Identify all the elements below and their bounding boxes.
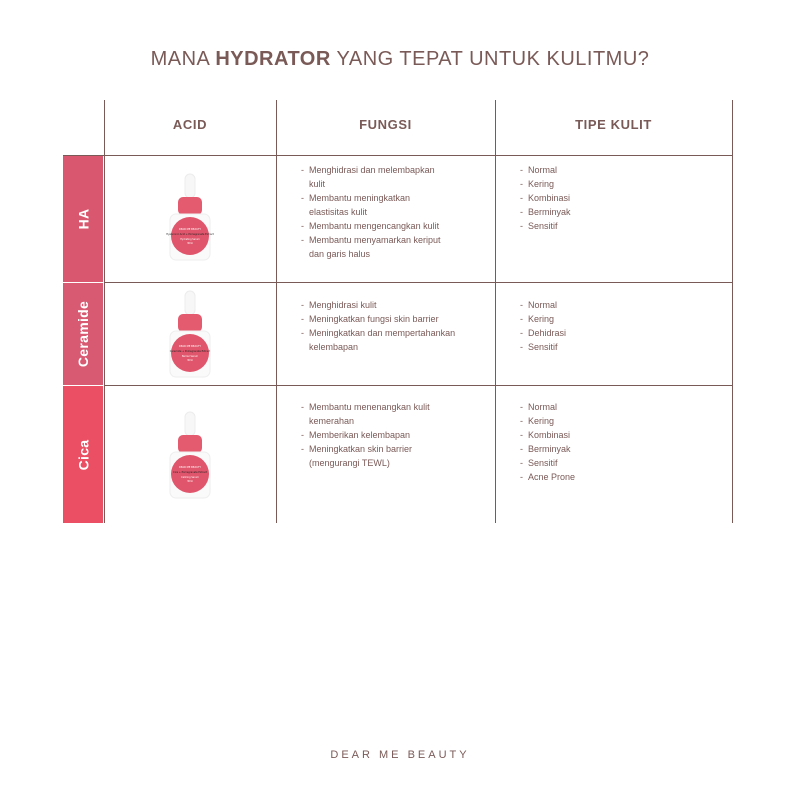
list-item: - Dehidrasi bbox=[520, 326, 700, 340]
bottle-volume-text: 30ml bbox=[187, 242, 193, 245]
list-item: - Berminyak bbox=[520, 442, 700, 456]
bottle-product-text: Calming Serum bbox=[181, 476, 199, 479]
grid-line bbox=[104, 282, 733, 283]
list-item: - Acne Prone bbox=[520, 470, 700, 484]
grid-line bbox=[276, 100, 277, 523]
list-item: - Kering bbox=[520, 414, 700, 428]
row-label-cica bbox=[63, 386, 103, 523]
bottle-volume-text: 30ml bbox=[187, 359, 193, 362]
row-label-ha bbox=[63, 156, 103, 282]
list-item: - Normal bbox=[520, 298, 700, 312]
list-item: - Meningkatkan dan mempertahankan kelembapan bbox=[301, 326, 481, 354]
title-bold: HYDRATOR bbox=[215, 48, 331, 70]
list-item: - Memberikan kelembapan bbox=[301, 428, 441, 442]
serum-bottle-image bbox=[158, 287, 222, 381]
fungsi-list-cica bbox=[301, 400, 441, 470]
row-label-text: HA bbox=[74, 208, 91, 230]
row-label-text: Ceramide bbox=[75, 300, 91, 368]
list-item: - Menghidrasi dan melembapkan kulit bbox=[301, 163, 451, 191]
brand-footer: DEAR ME BEAUTY bbox=[330, 749, 470, 761]
list-item: - Kombinasi bbox=[520, 191, 700, 205]
list-item: - Sensitif bbox=[520, 340, 700, 354]
title-prefix: MANA bbox=[150, 48, 216, 70]
list-item: - Membantu menenangkan kulit kemerahan bbox=[301, 400, 441, 428]
bottle-ingredient-text: Ceramide + Pomegranate Extract bbox=[169, 350, 211, 353]
bottle-brand-text: DEAR ME BEAUTY bbox=[178, 466, 202, 469]
list-item: - Membantu menyamarkan keriput dan garis halus bbox=[301, 233, 451, 261]
grid-line bbox=[104, 385, 733, 386]
header-tipe-kulit: TIPE KULIT bbox=[575, 117, 652, 132]
list-item: - Menghidrasi kulit bbox=[301, 298, 481, 312]
bottle-ingredient-text: Hyaluronic Acid + Pomegranate Extract bbox=[166, 233, 214, 236]
tipe-list-ceramide bbox=[520, 298, 700, 354]
list-item: - Kering bbox=[520, 312, 700, 326]
bottle-brand-text: DEAR ME BEAUTY bbox=[178, 228, 202, 231]
grid-line bbox=[104, 100, 105, 523]
title-suffix: YANG TEPAT UNTUK KULITMU? bbox=[330, 48, 650, 70]
list-item: - Membantu mengencangkan kulit bbox=[301, 219, 451, 233]
bottle-product-text: Barrier Serum bbox=[181, 355, 199, 358]
bottle-volume-text: 30ml bbox=[187, 480, 193, 483]
list-item: - Meningkatkan skin barrier (mengurangi TEWL) bbox=[301, 442, 441, 470]
fungsi-list-ceramide bbox=[301, 298, 481, 354]
serum-bottle-image bbox=[158, 408, 222, 502]
list-item: - Berminyak bbox=[520, 205, 700, 219]
tipe-list-cica bbox=[520, 400, 700, 484]
list-item: - Kering bbox=[520, 177, 700, 191]
row-label-ceramide bbox=[63, 283, 103, 385]
row-label-text: Cica bbox=[75, 439, 91, 470]
bottle-brand-text: DEAR ME BEAUTY bbox=[178, 345, 202, 348]
list-item: - Meningkatkan fungsi skin barrier bbox=[301, 312, 481, 326]
list-item: - Sensitif bbox=[520, 456, 700, 470]
grid-line bbox=[63, 155, 733, 156]
tipe-list-ha bbox=[520, 163, 700, 233]
page-title bbox=[0, 48, 800, 71]
serum-bottle-image bbox=[158, 170, 222, 264]
list-item: - Kombinasi bbox=[520, 428, 700, 442]
bottle-ingredient-text: Cica + Pomegranate Extract bbox=[173, 471, 207, 474]
grid-line bbox=[732, 100, 733, 523]
list-item: - Normal bbox=[520, 400, 700, 414]
header-acid: ACID bbox=[172, 117, 208, 132]
grid-line bbox=[495, 100, 496, 523]
header-fungsi: FUNGSI bbox=[359, 117, 412, 132]
list-item: - Normal bbox=[520, 163, 700, 177]
list-item: - Sensitif bbox=[520, 219, 700, 233]
fungsi-list-ha bbox=[301, 163, 451, 261]
list-item: - Membantu meningkatkan elastisitas kulit bbox=[301, 191, 451, 219]
bottle-product-text: Hydrating Serum bbox=[180, 238, 200, 241]
